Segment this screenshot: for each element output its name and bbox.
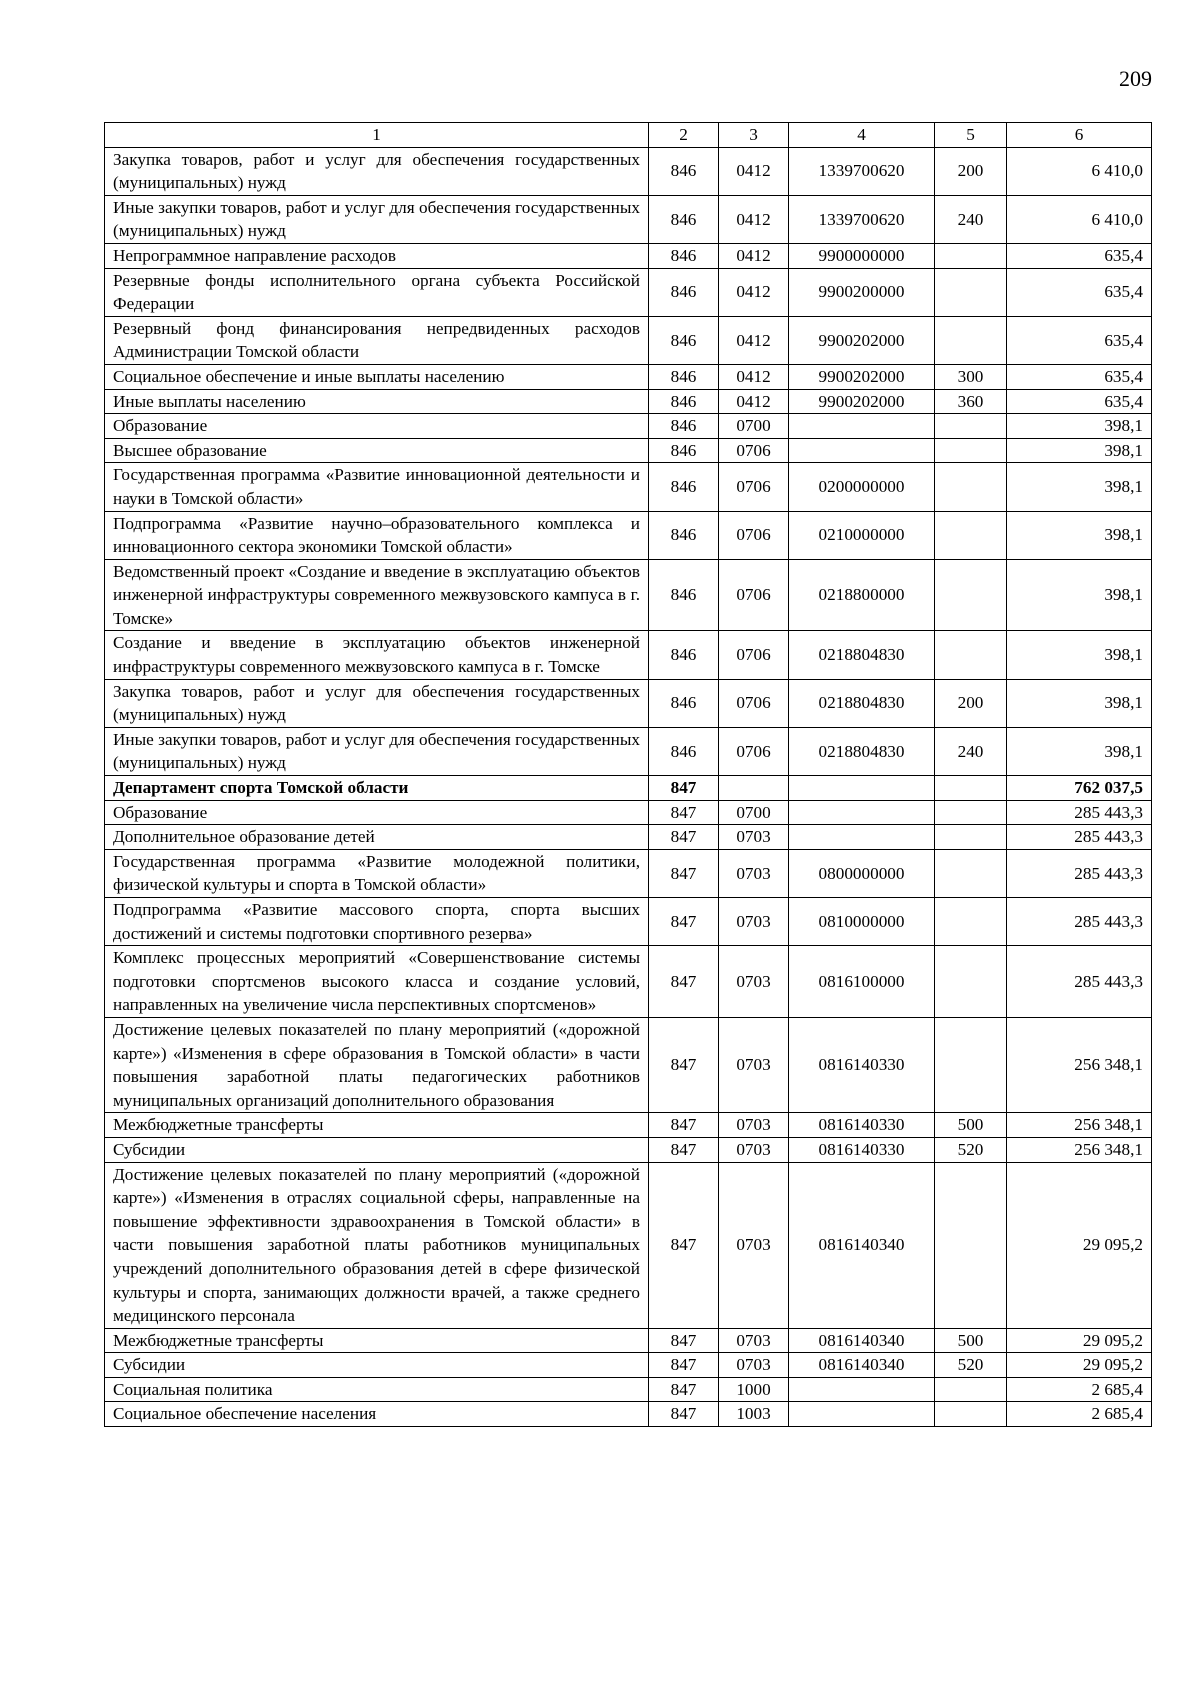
ministry-code-cell: 846 [649,511,719,559]
expense-name-cell: Образование [105,414,649,439]
table-row [105,1377,1152,1402]
ministry-code-cell: 846 [649,364,719,389]
amount-cell: 398,1 [1007,438,1152,463]
expense-name-cell: Дополнительное образование детей [105,825,649,850]
ministry-code-cell: 847 [649,1402,719,1427]
amount-cell: 29 095,2 [1007,1328,1152,1353]
section-code-cell: 0703 [719,1113,789,1138]
table-row [105,389,1152,414]
target-article-cell: 0800000000 [789,849,935,897]
section-code-cell: 0703 [719,1017,789,1112]
expense-type-cell [935,1162,1007,1328]
section-code-cell: 0706 [719,463,789,511]
table-row [105,243,1152,268]
section-code-cell: 1003 [719,1402,789,1427]
amount-cell: 2 685,4 [1007,1377,1152,1402]
ministry-code-cell: 847 [649,1328,719,1353]
section-code-cell: 0706 [719,511,789,559]
amount-cell: 6 410,0 [1007,195,1152,243]
amount-cell: 29 095,2 [1007,1162,1152,1328]
target-article-cell: 9900000000 [789,243,935,268]
expense-type-cell [935,800,1007,825]
expense-type-cell [935,1017,1007,1112]
expense-type-cell: 300 [935,364,1007,389]
expense-name-cell: Образование [105,800,649,825]
section-code-cell: 0700 [719,800,789,825]
ministry-code-cell: 847 [649,1017,719,1112]
expense-type-cell [935,1402,1007,1427]
section-code-cell: 0703 [719,946,789,1018]
expense-type-cell [935,316,1007,364]
table-row [105,268,1152,316]
target-article-cell: 9900200000 [789,268,935,316]
amount-cell: 2 685,4 [1007,1402,1152,1427]
amount-cell: 398,1 [1007,511,1152,559]
ministry-code-cell: 847 [649,898,719,946]
expense-name-cell: Подпрограмма «Развитие массового спорта, спорта высших достижений и системы подготовки спортивного резерва» [105,898,649,946]
table-row [105,1113,1152,1138]
target-article-cell [789,800,935,825]
target-article-cell [789,825,935,850]
expense-name-cell: Закупка товаров, работ и услуг для обеспечения государственных (муниципальных) нужд [105,679,649,727]
ministry-code-cell: 846 [649,414,719,439]
target-article-cell: 0218804830 [789,631,935,679]
expense-type-cell [935,438,1007,463]
expense-name-cell: Департамент спорта Томской области [105,776,649,801]
ministry-code-cell: 846 [649,438,719,463]
target-article-cell [789,1402,935,1427]
expense-type-cell [935,849,1007,897]
target-article-cell [789,776,935,801]
expense-type-cell [935,631,1007,679]
ministry-code-cell: 847 [649,849,719,897]
ministry-code-cell: 846 [649,727,719,775]
section-code-cell: 0703 [719,825,789,850]
expense-name-cell: Подпрограмма «Развитие научно–образовательного комплекса и инновационного сектора экономики Томской области» [105,511,649,559]
amount-cell: 398,1 [1007,631,1152,679]
table-row [105,195,1152,243]
section-code-cell: 0703 [719,1162,789,1328]
target-article-cell: 0816140330 [789,1113,935,1138]
amount-cell: 256 348,1 [1007,1017,1152,1112]
expense-type-cell [935,414,1007,439]
table-row [105,776,1152,801]
expense-name-cell: Социальное обеспечение и иные выплаты населению [105,364,649,389]
table-row [105,679,1152,727]
table-row [105,1353,1152,1378]
table-row [105,727,1152,775]
expense-type-cell: 500 [935,1328,1007,1353]
expense-name-cell: Достижение целевых показателей по плану мероприятий («дорожной карте») «Изменения в сфере образования в Томской области» в части повышения заработной платы педагогических работников муниципальных организаций дополнительного образования [105,1017,649,1112]
expense-name-cell: Субсидии [105,1353,649,1378]
target-article-cell: 9900202000 [789,364,935,389]
table-row [105,1402,1152,1427]
expense-type-cell: 200 [935,147,1007,195]
table-row [105,463,1152,511]
expense-name-cell: Комплекс процессных мероприятий «Совершенствование системы подготовки спортсменов высокого класса и создание условий, направленных на увеличение числа перспективных спортсменов» [105,946,649,1018]
target-article-cell: 0810000000 [789,898,935,946]
target-article-cell: 0816100000 [789,946,935,1018]
section-code-cell: 0412 [719,316,789,364]
expense-name-cell: Резервный фонд финансирования непредвиденных расходов Администрации Томской области [105,316,649,364]
amount-cell: 256 348,1 [1007,1113,1152,1138]
target-article-cell: 0210000000 [789,511,935,559]
amount-cell: 635,4 [1007,243,1152,268]
target-article-cell: 0200000000 [789,463,935,511]
section-code-cell: 0412 [719,268,789,316]
expense-type-cell [935,946,1007,1018]
ministry-code-cell: 846 [649,631,719,679]
section-code-cell: 0706 [719,679,789,727]
expense-type-cell: 240 [935,195,1007,243]
section-code-cell: 0706 [719,727,789,775]
target-article-cell: 0816140340 [789,1353,935,1378]
ministry-code-cell: 846 [649,268,719,316]
table-row [105,559,1152,631]
expense-type-cell: 500 [935,1113,1007,1138]
header-cell-2: 2 [649,123,719,148]
amount-cell: 635,4 [1007,389,1152,414]
target-article-cell: 0816140340 [789,1162,935,1328]
section-code-cell: 1000 [719,1377,789,1402]
expense-name-cell: Создание и введение в эксплуатацию объектов инженерной инфраструктуры современного межвузовского кампуса в г. Томске [105,631,649,679]
amount-cell: 398,1 [1007,727,1152,775]
ministry-code-cell: 846 [649,389,719,414]
section-code-cell: 0412 [719,364,789,389]
expense-type-cell [935,511,1007,559]
amount-cell: 285 443,3 [1007,898,1152,946]
amount-cell: 285 443,3 [1007,825,1152,850]
target-article-cell [789,1377,935,1402]
expense-name-cell: Субсидии [105,1137,649,1162]
ministry-code-cell: 846 [649,679,719,727]
target-article-cell: 9900202000 [789,316,935,364]
section-code-cell: 0703 [719,1137,789,1162]
header-cell-6: 6 [1007,123,1152,148]
target-article-cell: 0218804830 [789,679,935,727]
target-article-cell: 0218804830 [789,727,935,775]
table-row [105,1137,1152,1162]
ministry-code-cell: 846 [649,559,719,631]
expense-type-cell: 200 [935,679,1007,727]
ministry-code-cell: 847 [649,946,719,1018]
amount-cell: 285 443,3 [1007,800,1152,825]
target-article-cell: 1339700620 [789,195,935,243]
amount-cell: 256 348,1 [1007,1137,1152,1162]
amount-cell: 635,4 [1007,316,1152,364]
ministry-code-cell: 846 [649,147,719,195]
expense-name-cell: Социальное обеспечение населения [105,1402,649,1427]
amount-cell: 29 095,2 [1007,1353,1152,1378]
section-code-cell: 0703 [719,849,789,897]
ministry-code-cell: 847 [649,1162,719,1328]
expense-name-cell: Государственная программа «Развитие молодежной политики, физической культуры и спорта в Томской области» [105,849,649,897]
ministry-code-cell: 847 [649,1113,719,1138]
page-number: 209 [1119,66,1152,91]
section-code-cell: 0703 [719,1328,789,1353]
section-code-cell: 0703 [719,898,789,946]
section-code-cell: 0412 [719,243,789,268]
table-row [105,898,1152,946]
amount-cell: 635,4 [1007,364,1152,389]
table-row [105,147,1152,195]
expense-type-cell: 520 [935,1353,1007,1378]
table-row [105,825,1152,850]
amount-cell: 398,1 [1007,414,1152,439]
expense-type-cell: 360 [935,389,1007,414]
amount-cell: 285 443,3 [1007,849,1152,897]
expense-name-cell: Социальная политика [105,1377,649,1402]
expense-type-cell: 240 [935,727,1007,775]
section-code-cell: 0412 [719,195,789,243]
section-code-cell: 0703 [719,1353,789,1378]
ministry-code-cell: 847 [649,800,719,825]
expense-name-cell: Ведомственный проект «Создание и введение в эксплуатацию объектов инженерной инфраструктуры современного межвузовского кампуса в г. Томске» [105,559,649,631]
ministry-code-cell: 847 [649,1377,719,1402]
table-row [105,364,1152,389]
section-code-cell: 0706 [719,559,789,631]
section-code-cell: 0412 [719,147,789,195]
ministry-code-cell: 847 [649,776,719,801]
target-article-cell [789,438,935,463]
section-code-cell [719,776,789,801]
amount-cell: 398,1 [1007,559,1152,631]
table-row [105,849,1152,897]
section-code-cell: 0706 [719,631,789,679]
expense-name-cell: Государственная программа «Развитие инновационной деятельности и науки в Томской области» [105,463,649,511]
expense-type-cell [935,825,1007,850]
ministry-code-cell: 847 [649,825,719,850]
expense-name-cell: Иные закупки товаров, работ и услуг для обеспечения государственных (муниципальных) нужд [105,727,649,775]
table-row [105,438,1152,463]
expense-name-cell: Резервные фонды исполнительного органа субъекта Российской Федерации [105,268,649,316]
expense-name-cell: Закупка товаров, работ и услуг для обеспечения государственных (муниципальных) нужд [105,147,649,195]
table-row [105,1162,1152,1328]
table-row [105,631,1152,679]
amount-cell: 6 410,0 [1007,147,1152,195]
expense-name-cell: Иные закупки товаров, работ и услуг для обеспечения государственных (муниципальных) нужд [105,195,649,243]
table-row [105,511,1152,559]
table-row [105,414,1152,439]
expense-type-cell [935,898,1007,946]
target-article-cell: 9900202000 [789,389,935,414]
target-article-cell: 0816140340 [789,1328,935,1353]
expense-name-cell: Межбюджетные трансферты [105,1328,649,1353]
amount-cell: 398,1 [1007,679,1152,727]
expense-name-cell: Непрограммное направление расходов [105,243,649,268]
ministry-code-cell: 847 [649,1353,719,1378]
expense-name-cell: Межбюджетные трансферты [105,1113,649,1138]
table-row [105,1017,1152,1112]
amount-cell: 285 443,3 [1007,946,1152,1018]
target-article-cell: 1339700620 [789,147,935,195]
budget-table [104,122,1152,1427]
expense-type-cell [935,268,1007,316]
table-header-row [105,123,1152,148]
ministry-code-cell: 846 [649,195,719,243]
header-cell-3: 3 [719,123,789,148]
target-article-cell [789,414,935,439]
table-row [105,800,1152,825]
expense-name-cell: Достижение целевых показателей по плану мероприятий («дорожной карте») «Изменения в отраслях социальной сферы, направленные на повышение эффективности здравоохранения в Томской области» в части повышения заработной платы работников муниципальных учреждений дополнительного образования детей в сфере физической культуры и спорта, занимающих должности врачей, а также среднего медицинского персонала [105,1162,649,1328]
ministry-code-cell: 846 [649,243,719,268]
header-cell-1: 1 [105,123,649,148]
ministry-code-cell: 847 [649,1137,719,1162]
expense-name-cell: Иные выплаты населению [105,389,649,414]
section-code-cell: 0412 [719,389,789,414]
expense-type-cell [935,776,1007,801]
ministry-code-cell: 846 [649,463,719,511]
target-article-cell: 0816140330 [789,1137,935,1162]
expense-type-cell [935,463,1007,511]
table-body [105,147,1152,1426]
amount-cell: 635,4 [1007,268,1152,316]
expense-type-cell [935,243,1007,268]
table-row [105,946,1152,1018]
expense-type-cell [935,559,1007,631]
expense-type-cell: 520 [935,1137,1007,1162]
target-article-cell: 0218800000 [789,559,935,631]
header-cell-4: 4 [789,123,935,148]
table-row [105,1328,1152,1353]
expense-type-cell [935,1377,1007,1402]
amount-cell: 762 037,5 [1007,776,1152,801]
section-code-cell: 0706 [719,438,789,463]
ministry-code-cell: 846 [649,316,719,364]
target-article-cell: 0816140330 [789,1017,935,1112]
table-row [105,316,1152,364]
expense-name-cell: Высшее образование [105,438,649,463]
header-cell-5: 5 [935,123,1007,148]
amount-cell: 398,1 [1007,463,1152,511]
section-code-cell: 0700 [719,414,789,439]
